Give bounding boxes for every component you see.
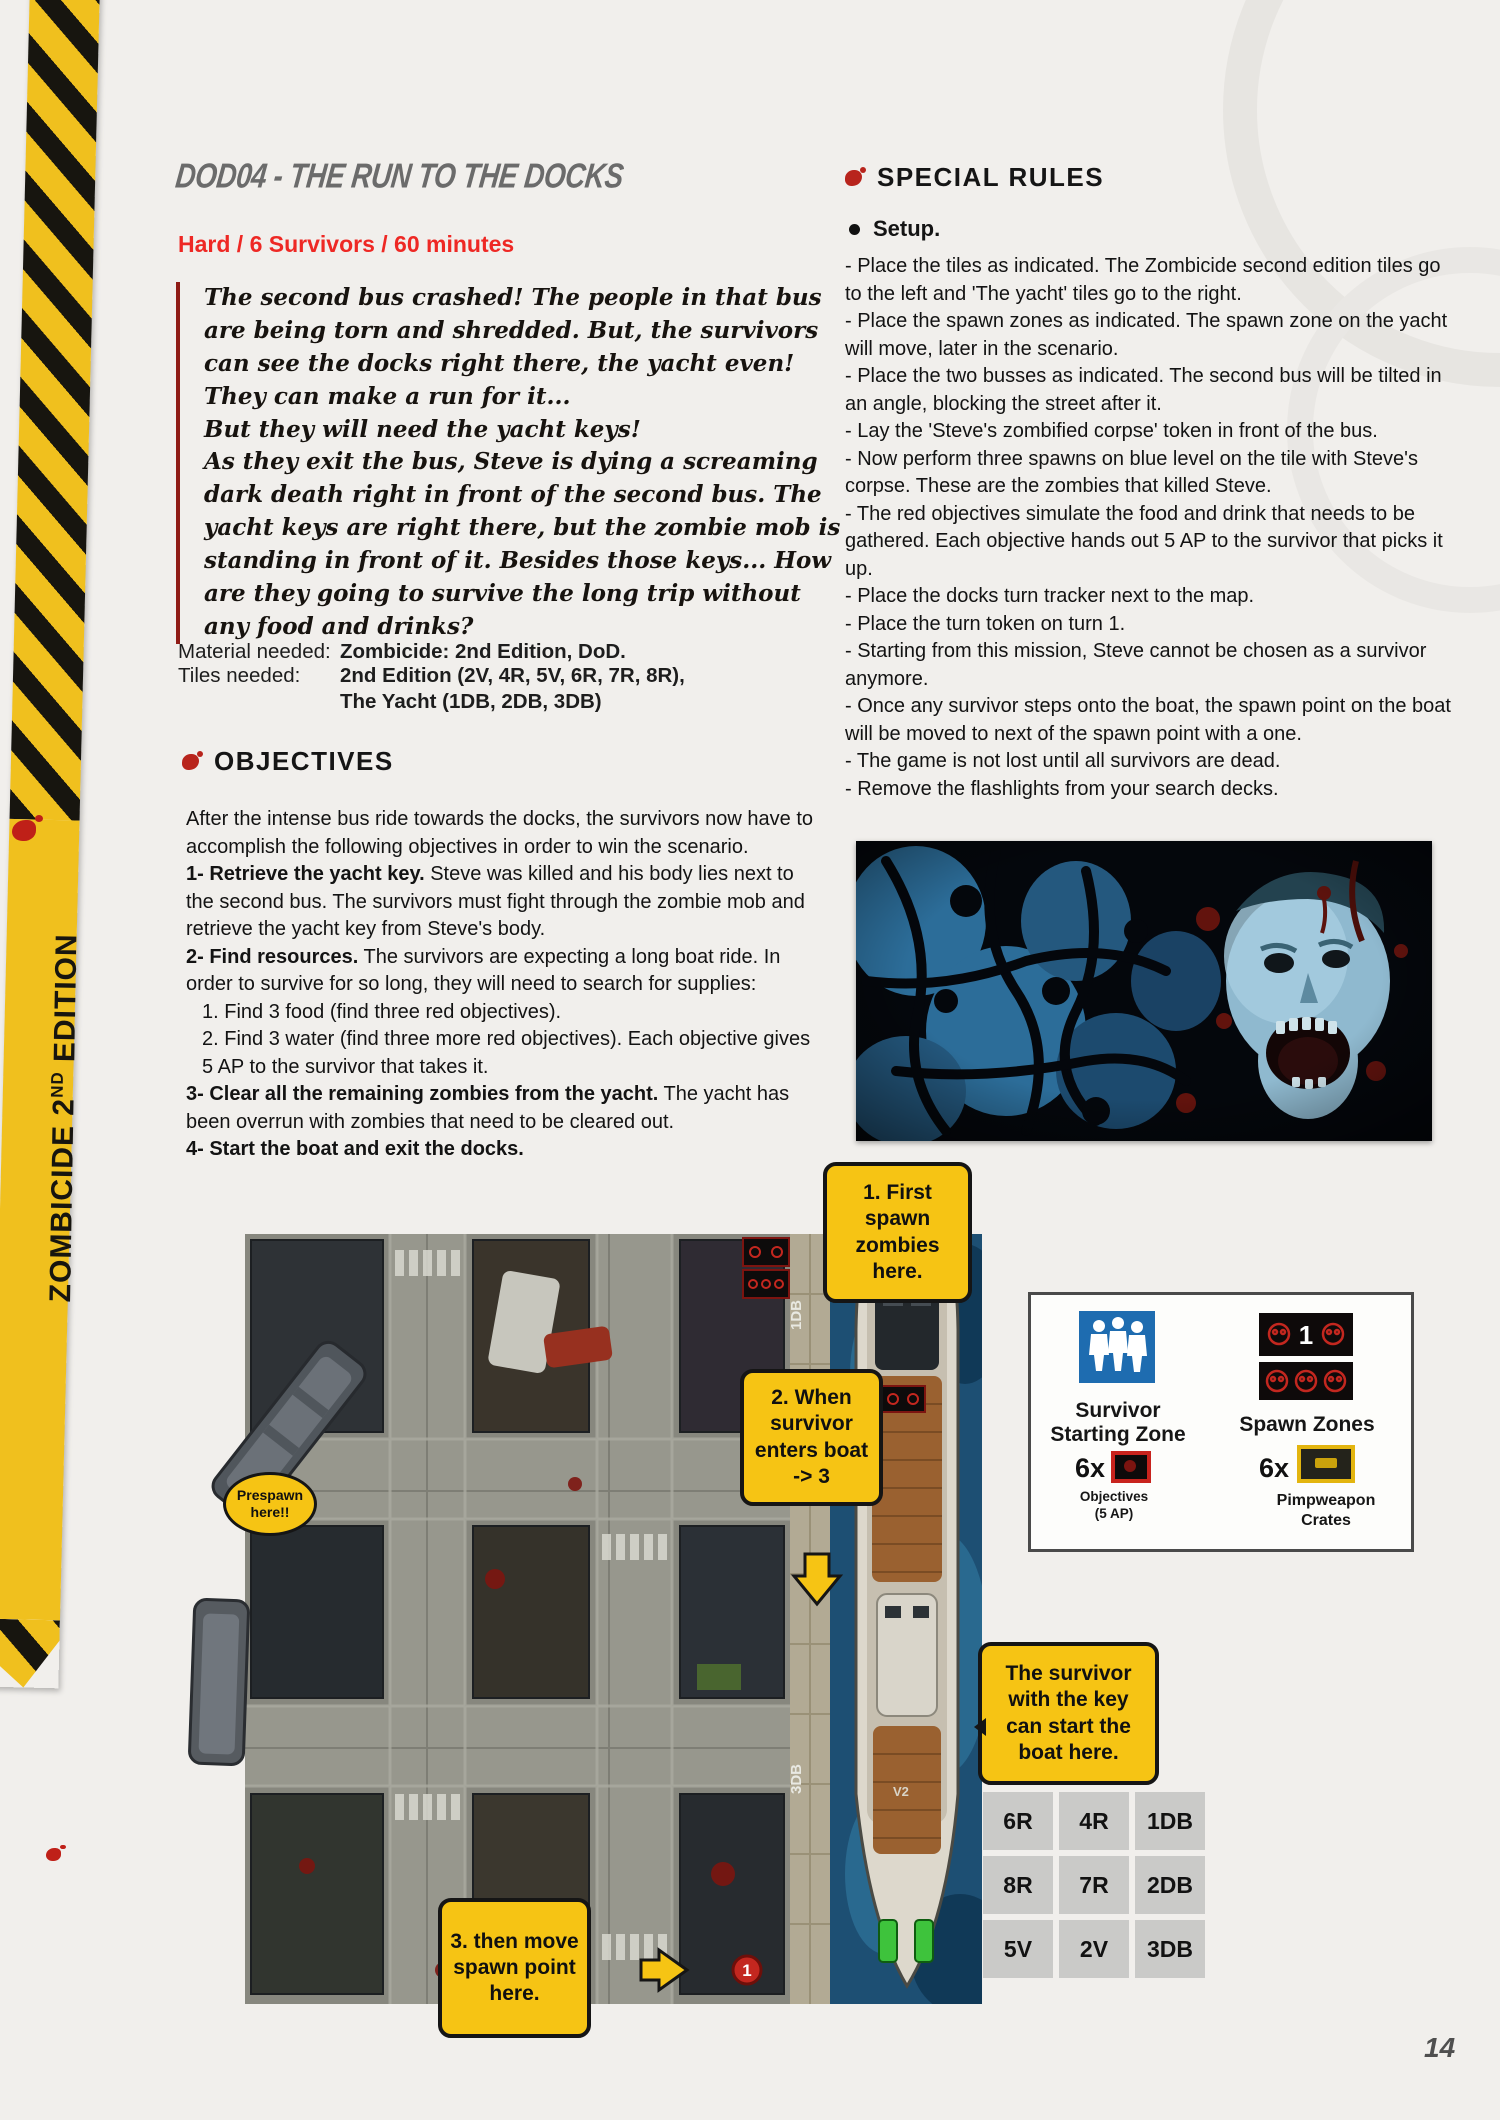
setup-rule-item: - Place the two busses as indicated. The second bus will be tilted in an angle, blocking the street after it. bbox=[845, 365, 1442, 415]
objectives-label bbox=[1059, 1489, 1169, 1523]
special-rules-heading bbox=[845, 162, 1104, 193]
objectives-paragraph: 2. Find 3 water (find three more red objectives). Each objective gives 5 AP to the survivor that takes it. bbox=[202, 1028, 811, 1078]
hazard-stripes bbox=[10, 0, 100, 821]
engine-token bbox=[879, 1920, 897, 1962]
materials-block bbox=[178, 640, 685, 716]
tile-cell: 7R bbox=[1059, 1856, 1129, 1914]
objectives-count: 6x bbox=[1075, 1453, 1106, 1483]
flavor-paragraph: As they exit the bus, Steve is dying a screaming dark death right in front of the second bus. The yacht keys are right there, but the zombie mob is standing in front of it. Besides those keys... How are they going to survive the long trip without any food and drinks? bbox=[204, 448, 841, 640]
objective-token-icon bbox=[1111, 1451, 1151, 1483]
tile-cell: 6R bbox=[983, 1792, 1053, 1850]
spawn-zones-label: Spawn Zones bbox=[1239, 1413, 1375, 1436]
tile-cell: 1DB bbox=[1135, 1792, 1205, 1850]
page-number: 14 bbox=[1424, 2032, 1456, 2063]
objectives-text bbox=[186, 806, 814, 1164]
setup-rule-item: - Remove the flashlights from your search decks. bbox=[845, 777, 1279, 800]
spawn-zone-icon bbox=[1259, 1362, 1353, 1400]
special-rules-heading-text: SPECIAL RULES bbox=[877, 162, 1105, 192]
hazard-stripes-end bbox=[0, 1619, 60, 1689]
flavor-paragraph: The second bus crashed! The people in that bus are being torn and shredded. But, the survivors can see the docks right there, the yacht even! They can make a run for it... bbox=[204, 284, 822, 410]
tile-cell: 2DB bbox=[1135, 1856, 1205, 1914]
setup-rule-item: - Place the docks turn tracker next to the map. bbox=[845, 585, 1255, 607]
callout-first-spawn: 1. First spawn zombies here. bbox=[823, 1162, 972, 1303]
setup-rule-item: - Now perform three spawns on blue level on the tile with Steve's corpse. These are the zombies that killed Steve. bbox=[845, 447, 1418, 497]
splat-bullet-icon bbox=[845, 170, 862, 186]
dumpster bbox=[697, 1664, 741, 1690]
hazard-tape-banner bbox=[0, 0, 100, 1688]
objectives-paragraph: 1. Find 3 food (find three red objectives). bbox=[202, 1000, 562, 1023]
spawn-token-number: 1 bbox=[1298, 1320, 1314, 1350]
crates-count: 6x bbox=[1259, 1453, 1290, 1483]
setup-rule-item: - Starting from this mission, Steve cannot be chosen as a survivor anymore. bbox=[845, 640, 1427, 690]
banner-brand-suffix: EDITION bbox=[48, 933, 84, 1072]
banner-edition-title bbox=[44, 933, 84, 1302]
objectives-paragraph: 2- Find resources. The survivors are expecting a long boat ride. In order to survive for so long, they will need to search for supplies: bbox=[186, 945, 781, 995]
tile-cell: 8R bbox=[983, 1856, 1053, 1914]
tiles-needed-label: Tiles needed: bbox=[178, 664, 301, 687]
tiles-value-line: 2nd Edition (2V, 4R, 5V, 6R, 7R, 8R), bbox=[340, 664, 685, 687]
setup-subheading-text: Setup. bbox=[873, 216, 941, 241]
setup-rule-item: - Place the spawn zones as indicated. The spawn zone on the yacht will move, later in the scenario. bbox=[845, 310, 1448, 360]
objectives-paragraph: 1- Retrieve the yacht key. Steve was killed and his body lies next to the second bus. The survivors must fight through the zombie mob and retrieve the yacht key from Steve's body. bbox=[186, 863, 805, 940]
tiles-needed-value bbox=[340, 664, 685, 716]
dock bbox=[790, 1234, 830, 2004]
tile-cell: 5V bbox=[983, 1920, 1053, 1978]
flavor-paragraph: But they will need the yacht keys! bbox=[204, 415, 641, 443]
splat-bullet-icon bbox=[182, 754, 199, 770]
engine-token bbox=[915, 1920, 933, 1962]
zombie-photo bbox=[856, 841, 1432, 1141]
zombie-photo-illustration bbox=[856, 841, 1432, 1141]
boat-name-label: V2 bbox=[893, 1784, 909, 1799]
mission-title: DOD04 - THE RUN TO THE DOCKS bbox=[173, 156, 626, 196]
crates-label-line: Pimpweapon bbox=[1276, 1492, 1376, 1509]
tile-label: 1DB bbox=[788, 1299, 805, 1330]
survivor-zone-label-line: Starting Zone bbox=[1050, 1422, 1186, 1446]
legend-box bbox=[1028, 1292, 1414, 1552]
callout-prespawn: Prespawn here!! bbox=[223, 1472, 317, 1536]
spawn-zone-icon bbox=[1259, 1313, 1353, 1356]
objectives-paragraph: 3- Clear all the remaining zombies from the yacht. The yacht has been overrun with zombies that need to be cleared out. bbox=[186, 1083, 790, 1133]
crates-label bbox=[1241, 1491, 1411, 1531]
setup-rule-item: - The red objectives simulate the food and drink that needs to be gathered. Each objective hands out 5 AP to the survivor that picks it up. bbox=[845, 502, 1443, 580]
objectives-paragraph: 4- Start the boat and exit the docks. bbox=[186, 1138, 524, 1160]
objectives-paragraph: After the intense bus ride towards the docks, the survivors now have to accomplish the following objectives in order to win the scenario. bbox=[186, 808, 813, 858]
tile-layout-grid bbox=[983, 1792, 1205, 1978]
survivor-starting-zone-icon bbox=[1079, 1311, 1155, 1383]
tile-cell: 2V bbox=[1059, 1920, 1129, 1978]
setup-rule-item: - Lay the 'Steve's zombified corpse' token in front of the bus. bbox=[845, 420, 1378, 442]
setup-rule-item: - Place the turn token on turn 1. bbox=[845, 612, 1126, 635]
banner-brand-sup: ND bbox=[47, 1071, 68, 1099]
scenario-map bbox=[185, 1234, 982, 2004]
setup-rules-list bbox=[845, 253, 1455, 803]
banner-brand-text: ZOMBICIDE 2 bbox=[44, 1097, 81, 1303]
tile-cell: 4R bbox=[1059, 1792, 1129, 1850]
survivor-zone-label-line: Survivor bbox=[1075, 1399, 1161, 1422]
objectives-heading bbox=[182, 746, 394, 777]
material-needed-label: Material needed: bbox=[178, 640, 331, 663]
setup-rule-item: - Once any survivor steps onto the boat, the spawn point on the boat will be moved to next of the spawn point with a one. bbox=[845, 695, 1451, 745]
material-needed-value: Zombicide: 2nd Edition, DoD. bbox=[340, 640, 626, 663]
tile-cell: 3DB bbox=[1135, 1920, 1205, 1978]
flavor-quote bbox=[176, 282, 852, 644]
pimpweapon-crate-icon bbox=[1297, 1445, 1355, 1483]
callout-enter-boat: 2. When survivor enters boat -> 3 bbox=[740, 1369, 883, 1506]
tile-label: 3DB bbox=[788, 1763, 805, 1794]
second-bus bbox=[189, 1599, 249, 1765]
setup-rule-item: - The game is not lost until all survivors are dead. bbox=[845, 750, 1281, 772]
scenario-map-illustration bbox=[185, 1234, 982, 2004]
bullet-dot-icon bbox=[849, 224, 860, 235]
callout-move-spawn: 3. then move spawn point here. bbox=[438, 1898, 591, 2038]
tiles-value-line: The Yacht (1DB, 2DB, 3DB) bbox=[340, 690, 602, 713]
callout-start-boat: The survivor with the key can start the boat here. bbox=[978, 1642, 1159, 1785]
crates-label-line: Crates bbox=[1301, 1512, 1351, 1529]
exit-token-number: 1 bbox=[742, 1961, 752, 1980]
setup-rule-item: - Place the tiles as indicated. The Zombicide second edition tiles go to the left and 'The yacht' tiles go to the right. bbox=[845, 255, 1441, 305]
blood-splat-icon bbox=[12, 820, 36, 841]
setup-subheading bbox=[849, 216, 940, 242]
survivor-zone-label bbox=[1037, 1399, 1199, 1446]
blood-splat-icon bbox=[46, 1848, 61, 1861]
objectives-sublabel-line: (5 AP) bbox=[1094, 1505, 1134, 1521]
objectives-heading-text: OBJECTIVES bbox=[214, 746, 394, 776]
objectives-label-line: Objectives bbox=[1079, 1489, 1149, 1504]
difficulty-line: Hard / 6 Survivors / 60 minutes bbox=[178, 231, 515, 257]
